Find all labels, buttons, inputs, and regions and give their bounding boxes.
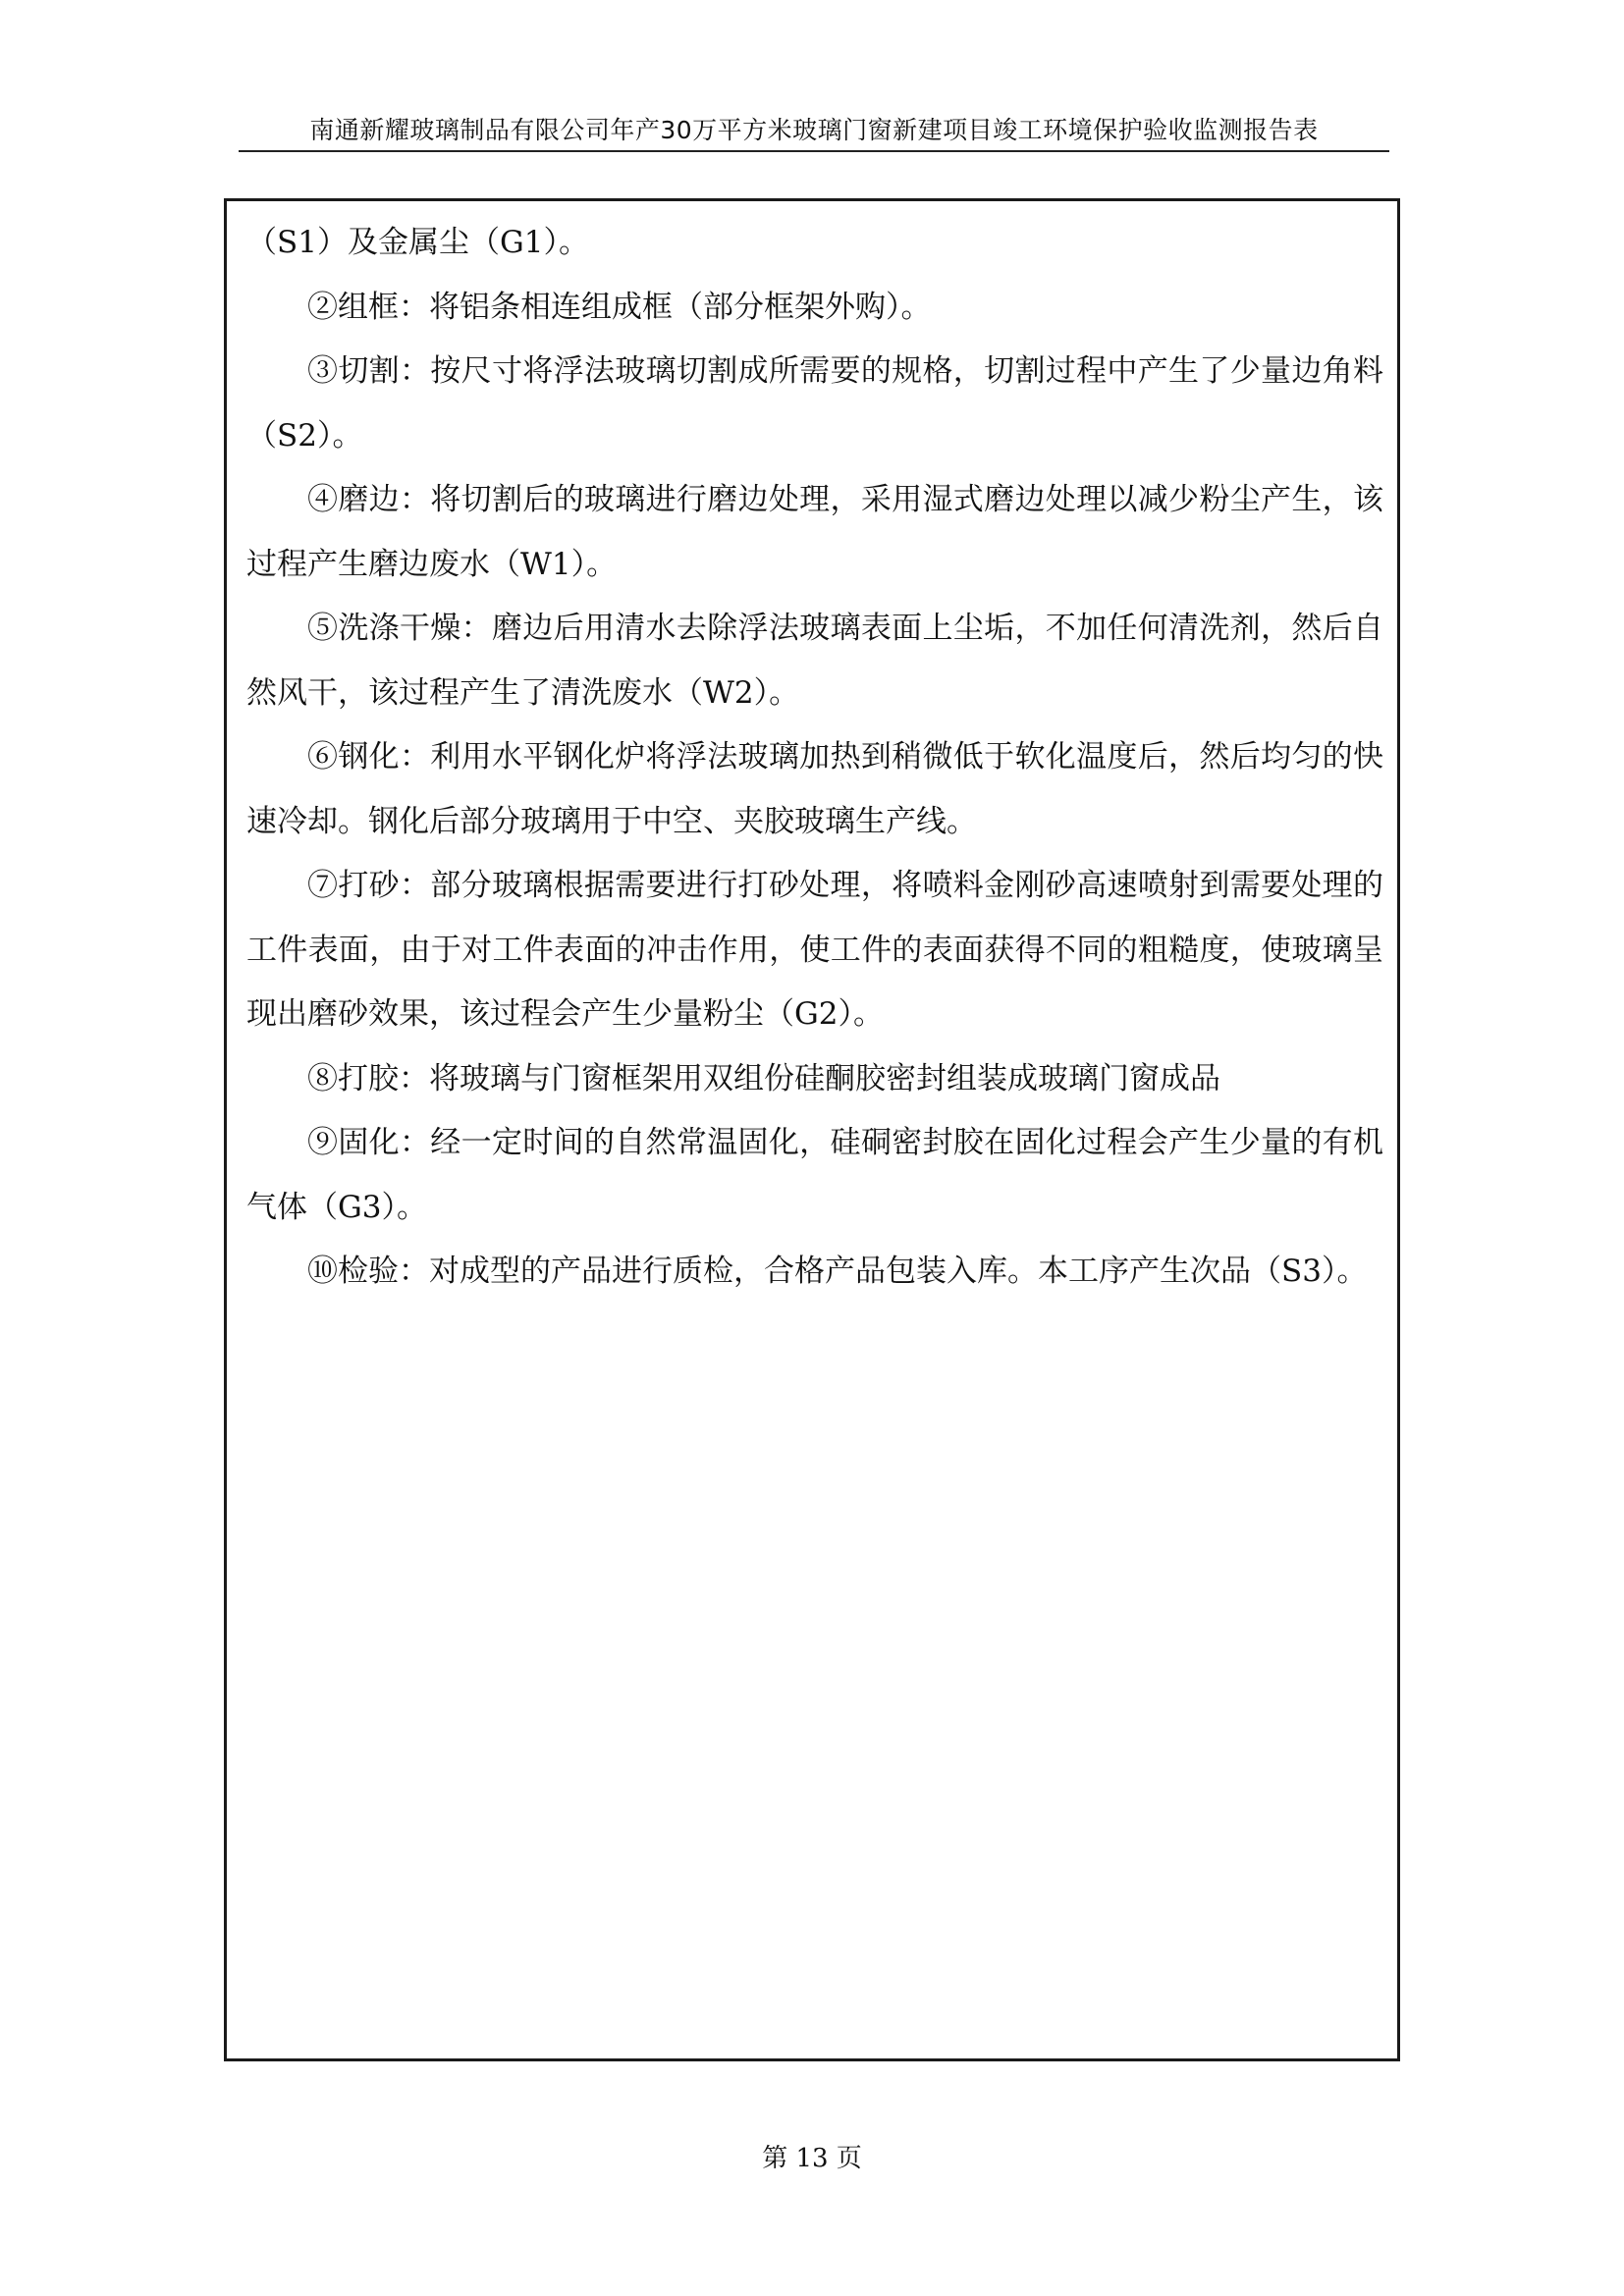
paragraph-edging: ④磨边：将切割后的玻璃进行磨边处理，采用湿式磨边处理以减少粉尘产生，该过程产生磨边废水（W1）。 bbox=[246, 482, 1383, 582]
paragraph-tempering: ⑥钢化：利用水平钢化炉将浮法玻璃加热到稍微低于软化温度后，然后均匀的快速冷却。钢化后部分玻璃用于中空、夹胶玻璃生产线。 bbox=[246, 739, 1383, 839]
paragraph-sandblasting: ⑦打砂：部分玻璃根据需要进行打砂处理，将喷料金刚砂高速喷射到需要处理的工件表面，由于对工件表面的冲击作用，使工件的表面获得不同的粗糙度，使玻璃呈现出磨砂效果，该过程会产生少量粉尘（G2）。 bbox=[246, 868, 1383, 1032]
paragraph-frame-assembly: ②组框：将铝条相连组成框（部分框架外购）。 bbox=[307, 289, 932, 325]
header-divider bbox=[239, 150, 1389, 152]
paragraph-washing-drying: ⑤洗涤干燥：磨边后用清水去除浮法玻璃表面上尘垢，不加任何清洗剂，然后自然风干，该过程产生了清洗废水（W2）。 bbox=[246, 611, 1383, 711]
report-header-title: 南通新耀玻璃制品有限公司年产30万平方米玻璃门窗新建项目竣工环境保护验收监测报告表 bbox=[309, 116, 1319, 144]
paragraph-cutting: ③切割：按尺寸将浮法玻璃切割成所需要的规格，切割过程中产生了少量边角料（S2）。 bbox=[246, 353, 1383, 454]
paragraph-s1-continuation: （S1）及金属尘（G1）。 bbox=[246, 225, 589, 260]
content-frame bbox=[224, 198, 1400, 2061]
paragraph-curing: ⑨固化：经一定时间的自然常温固化，硅硐密封胶在固化过程会产生少量的有机气体（G3）。 bbox=[246, 1125, 1383, 1225]
paragraph-gluing: ⑧打胶：将玻璃与门窗框架用双组份硅酮胶密封组装成玻璃门窗成品 bbox=[307, 1060, 1220, 1096]
page-number: 第 13 页 bbox=[762, 2144, 862, 2173]
paragraph-inspection: ⑩检验：对成型的产品进行质检，合格产品包装入库。本工序产生次品（S3）。 bbox=[307, 1254, 1368, 1289]
process-description bbox=[246, 211, 1383, 1305]
